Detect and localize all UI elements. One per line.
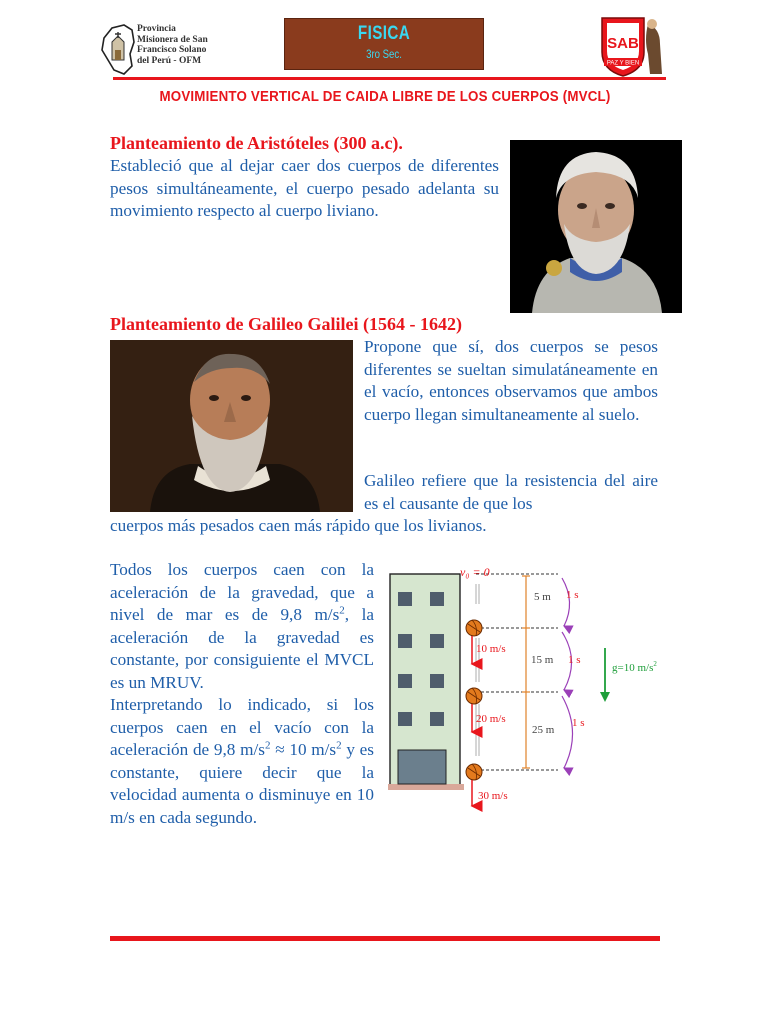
subject-title: FISICA — [357, 23, 411, 44]
gravity-label: g=10 $m/s^2$ — [612, 660, 657, 674]
superscript: 2 — [339, 604, 345, 617]
distance-label-3: 25 m — [532, 724, 555, 736]
footer-rule — [110, 936, 660, 941]
subject-box — [284, 18, 484, 70]
organization-name: Provincia Misionera de San Francisco Solano del Perú - OFM — [137, 24, 208, 66]
school-crest-logo — [594, 14, 666, 80]
building — [388, 574, 464, 790]
svg-text:PAZ Y BIEN: PAZ Y BIEN — [606, 60, 640, 67]
galileo-heading: Planteamiento de Galileo Galilei (1564 - 1642) — [110, 314, 462, 334]
grade-label: 3ro Sec. — [366, 47, 402, 61]
gravity-text-2a: Interpretando lo indicado, si los cuerpos caen en el vacío con la aceleración de 9,8 m/s — [110, 695, 374, 759]
superscript: 2 — [264, 739, 271, 752]
aristoteles-heading: Planteamiento de Aristóteles (300 a.c). — [110, 133, 403, 153]
distance-label-1: 5 m — [534, 591, 551, 603]
gravity-text-1a: Todos los cuerpos caen con la aceleración de la gravedad, que a nivel de mar es de 9,8 m/s — [110, 560, 374, 624]
velocity-label-2: 20 m/s — [476, 713, 506, 725]
gravity-text — [110, 559, 374, 829]
galileo-text-2: Galileo refiere que la resistencia del aire es el causante de que los — [364, 471, 658, 513]
ball-3 — [466, 764, 482, 780]
velocity-label-1: 10 m/s — [476, 643, 506, 655]
gravity-text-2b: ≈ 10 m/s — [270, 740, 337, 759]
time-label-2: 1 s — [568, 654, 581, 666]
time-label-3: 1 s — [572, 717, 585, 729]
v0-label: v₀ = 0 — [460, 565, 490, 579]
time-label-1: 1 s — [566, 589, 579, 601]
header-rule — [113, 77, 666, 80]
page-title: MOVIMIENTO VERTICAL DE CAIDA LIBRE DE LOS CUERPOS (MVCL) — [159, 89, 611, 105]
aristoteles-text: Estableció que al dejar caer dos cuerpos de diferentes pesos simultáneamente, el cuerpo pesado adelanta su movimiento respecto al cuerpo liviano. — [110, 156, 499, 220]
gravity-text-1b: , la aceleración de la gravedad es constante, por consiguiente el MVCL es un MRUV. — [110, 605, 374, 692]
superscript: 2 — [336, 739, 342, 752]
distance-label-2: 15 m — [531, 654, 554, 666]
velocity-label-3: 30 m/s — [478, 790, 508, 802]
galileo-text-1: Propone que sí, dos cuerpos se pesos diferentes se sueltan simulatáneamente en el vacío, entonces observamos que ambos cuerpo llegan simultaneamente al suelo. — [364, 337, 658, 424]
ball-1 — [466, 620, 482, 636]
free-fall-diagram — [386, 556, 686, 816]
galileo-text-3: cuerpos más pesados caen más rápido que los livianos. — [110, 516, 487, 535]
galileo-portrait — [110, 340, 353, 512]
gravity-text-2c: y es constante, quiere decir que la velocidad aumenta o disminuye en 10 m/s en cada segundo. — [110, 740, 374, 827]
svg-text:SAB: SAB — [607, 35, 639, 52]
ball-2 — [466, 688, 482, 704]
aristoteles-portrait — [510, 140, 682, 313]
